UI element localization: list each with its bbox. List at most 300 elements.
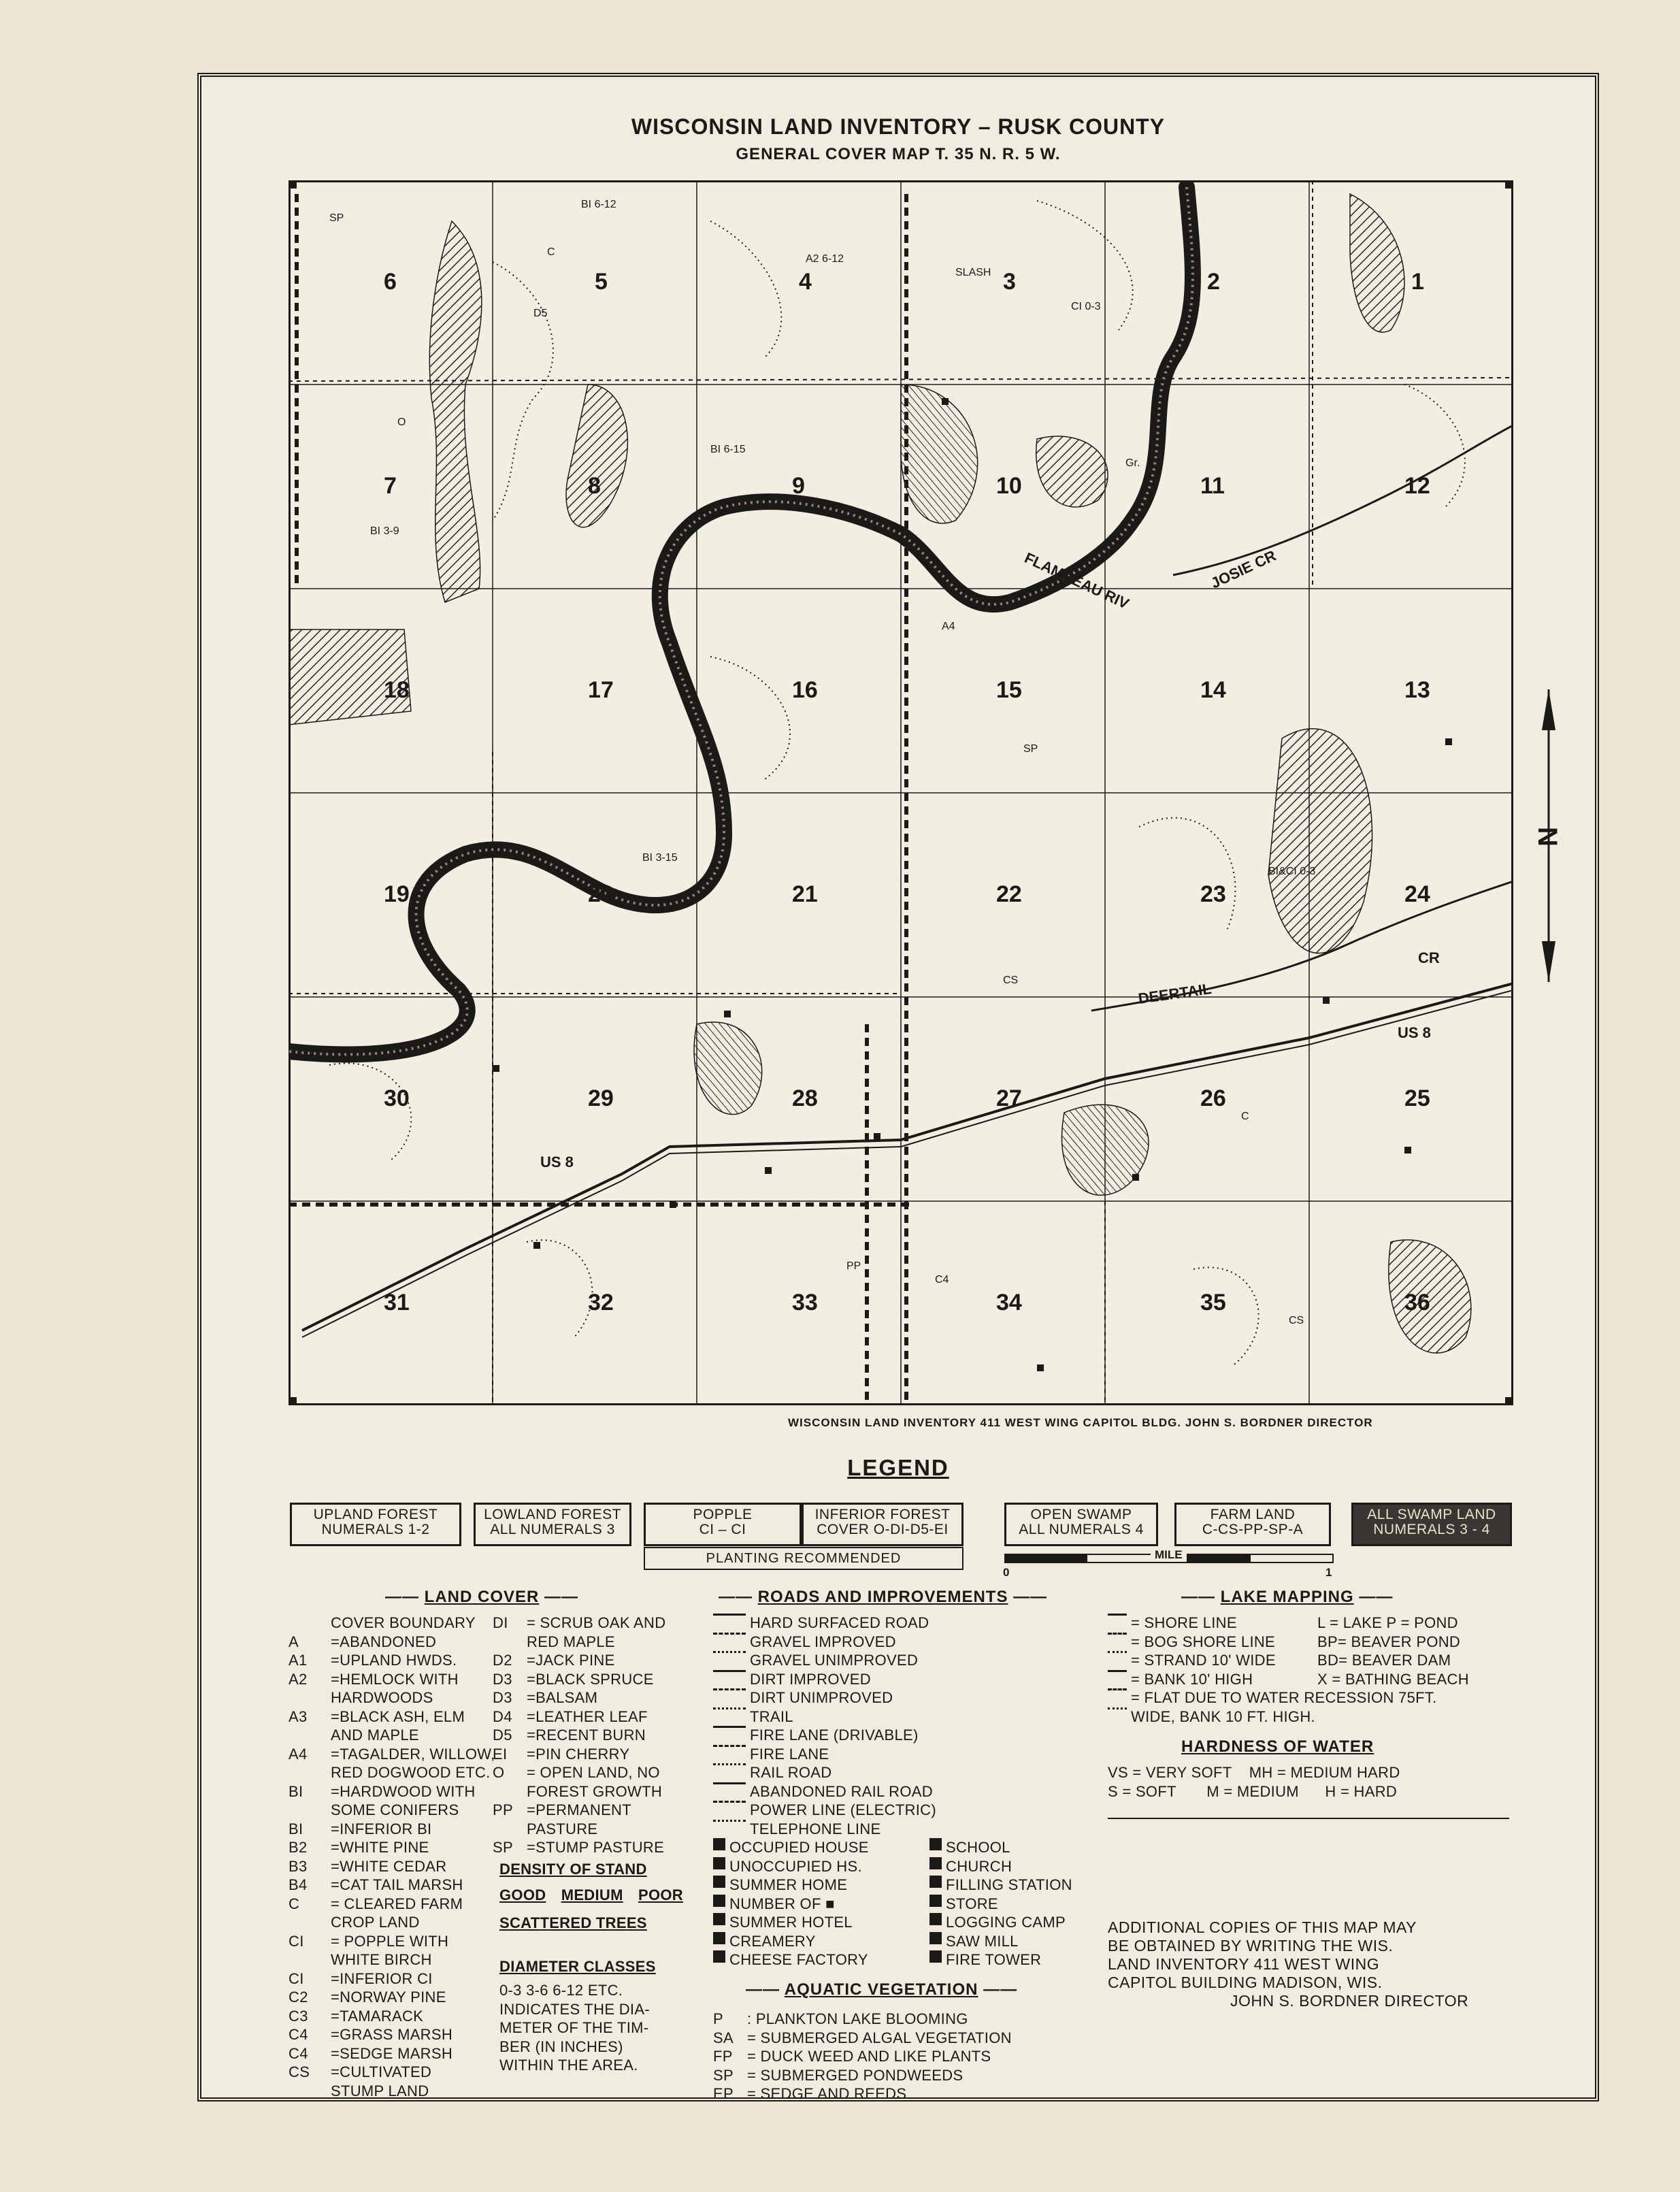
section-number: 10 xyxy=(996,473,1022,499)
creek-label: CR xyxy=(1418,949,1440,966)
legend-key: C2 xyxy=(289,1989,308,2006)
cover-label: A4 xyxy=(942,621,955,632)
legend-value: WIDE, BANK 10 FT. HIGH. xyxy=(1131,1707,1315,1725)
water-title: HARDNESS OF WATER xyxy=(1181,1737,1374,1756)
legend-symbol xyxy=(713,1651,746,1661)
legend-row xyxy=(493,1820,697,1839)
legend-key xyxy=(289,1614,331,1633)
legend-value: GRAVEL UNIMPROVED xyxy=(750,1652,919,1669)
section-number: 25 xyxy=(1404,1085,1430,1111)
legend-row xyxy=(713,2029,1094,2048)
legend-value: =PIN CHERRY xyxy=(527,1745,630,1763)
legend-row xyxy=(713,1950,931,1969)
section-number: 1 xyxy=(1411,269,1424,295)
diameter-text-3: BER (IN INCHES) xyxy=(499,2038,623,2055)
section-number: 29 xyxy=(588,1085,614,1111)
legend-value: RAIL ROAD xyxy=(750,1764,832,1781)
legend-value: HARDWOODS xyxy=(331,1689,433,1706)
legend-value: =STUMP PASTURE xyxy=(527,1839,665,1856)
legend-value: = SHORE LINE xyxy=(1131,1614,1237,1631)
legend-value: =CAT TAIL MARSH xyxy=(331,1876,463,1893)
land-cover-title: LAND COVER xyxy=(424,1588,540,1606)
legend-value: TRAIL xyxy=(750,1707,793,1725)
legend-value: =HARDWOOD WITH xyxy=(331,1782,476,1800)
legend-value: =NORWAY PINE xyxy=(331,1989,446,2006)
legend-symbol xyxy=(713,1876,725,1888)
legend-value: =WHITE CEDAR xyxy=(331,1857,447,1875)
legend-row xyxy=(713,2066,1094,2085)
legend-value: CHURCH xyxy=(946,1857,1012,1875)
legend-box-line: COVER O-DI-D5-EI xyxy=(817,1522,949,1537)
legend-row xyxy=(713,1614,1094,1633)
section-number: 8 xyxy=(588,473,601,499)
legend-row xyxy=(929,1838,1134,1857)
north-label: N xyxy=(1532,827,1562,847)
legend-value: =LEATHER LEAF xyxy=(527,1707,648,1725)
section-number: 12 xyxy=(1404,473,1430,499)
cover-label: SLASH xyxy=(955,267,991,278)
cover-label: C xyxy=(1241,1111,1249,1122)
legend-title: LEGEND xyxy=(847,1455,949,1480)
legend-box-farm xyxy=(1174,1503,1331,1546)
cover-label: C xyxy=(547,246,555,258)
legend-value: =UPLAND HWDS. xyxy=(331,1652,457,1669)
section-number: 35 xyxy=(1200,1290,1226,1315)
legend-row xyxy=(713,1745,1094,1764)
aquatic-heading: —— AQUATIC VEGETATION —— xyxy=(746,1980,1018,1999)
legend-value: CREAMERY xyxy=(729,1932,816,1950)
legend-symbol xyxy=(713,1614,746,1624)
legend-value: WHITE BIRCH xyxy=(331,1951,432,1968)
section-number: 24 xyxy=(1404,881,1430,907)
legend-value: FIRE TOWER xyxy=(946,1951,1042,1968)
legend-box-line: INFERIOR FOREST xyxy=(814,1507,951,1522)
water-divider xyxy=(1108,1818,1509,1819)
cover-label: O xyxy=(397,416,406,428)
section-number: 33 xyxy=(792,1290,818,1315)
highway-shield: US 8 xyxy=(540,1154,574,1171)
legend-box-open-swamp xyxy=(1004,1503,1158,1546)
lake-title: LAKE MAPPING xyxy=(1220,1588,1354,1606)
section-number: 28 xyxy=(792,1085,818,1111)
legend-symbol xyxy=(929,1876,942,1888)
copies-line: CAPITOL BUILDING MADISON, WIS. xyxy=(1108,1974,1383,1991)
legend-symbol xyxy=(713,1782,746,1793)
legend-key xyxy=(289,1801,331,1820)
aquatic-title: AQUATIC VEGETATION xyxy=(784,1980,978,1999)
legend-key: PP xyxy=(493,1801,513,1818)
legend-symbol xyxy=(713,1726,746,1736)
legend-row xyxy=(713,1782,1094,1801)
legend-box-line: ALL NUMERALS 4 xyxy=(1019,1522,1144,1537)
copies-line: ADDITIONAL COPIES OF THIS MAP MAY xyxy=(1108,1918,1417,1936)
cover-label: BI 6-15 xyxy=(710,444,746,455)
legend-symbol xyxy=(713,1838,725,1850)
legend-symbol xyxy=(929,1857,942,1869)
density-heading: DENSITY OF STAND xyxy=(499,1861,647,1878)
buildings-right xyxy=(929,1838,1134,1969)
water-line-2: S = SOFT M = MEDIUM H = HARD xyxy=(1108,1782,1398,1800)
legend-value: = SCRUB OAK AND xyxy=(527,1614,666,1631)
water-list xyxy=(1108,1763,1489,1801)
legend-row xyxy=(1317,1651,1521,1670)
creek-label: DEERTAIL xyxy=(1137,980,1213,1007)
legend-symbol xyxy=(713,1763,746,1773)
cover-label: SP xyxy=(329,212,344,224)
legend-value: FILLING STATION xyxy=(946,1876,1072,1893)
section-number: 5 xyxy=(595,269,608,295)
north-arrow xyxy=(1532,689,1566,982)
legend-key: EI xyxy=(493,1745,508,1763)
highway-shield: US 8 xyxy=(1398,1024,1431,1041)
legend-value: =INFERIOR BI xyxy=(331,1820,432,1837)
legend-symbol xyxy=(713,1801,746,1811)
diameter-text-4: WITHIN THE AREA. xyxy=(499,2057,638,2074)
cover-label: Gr. xyxy=(1125,457,1140,469)
legend-value: DIRT UNIMPROVED xyxy=(750,1689,893,1706)
roads-list xyxy=(713,1614,1094,1838)
lake-list-right xyxy=(1317,1614,1521,1688)
legend-value: RED DOGWOOD ETC. xyxy=(331,1764,491,1781)
legend-key: SP xyxy=(713,2066,734,2084)
legend-value: UNOCCUPIED HS. xyxy=(729,1857,862,1875)
legend-row xyxy=(713,1763,1094,1782)
section-number: 32 xyxy=(588,1290,614,1315)
diameter-text-2: METER OF THE TIM- xyxy=(499,2019,649,2036)
legend-row xyxy=(929,1876,1134,1895)
legend-symbol xyxy=(713,1670,746,1680)
legend-row xyxy=(713,2010,1094,2029)
legend-value: GRAVEL IMPROVED xyxy=(750,1633,896,1650)
cover-label: CS xyxy=(1289,1315,1304,1326)
map-credit: WISCONSIN LAND INVENTORY 411 WEST WING CAPITOL BLDG. JOHN S. BORDNER DIRECTOR xyxy=(788,1416,1373,1429)
legend-key: D3 xyxy=(493,1689,512,1706)
density-block xyxy=(499,1860,697,2075)
legend-value: = SEDGE AND REEDS xyxy=(747,2085,907,2102)
legend-symbol xyxy=(713,1745,746,1755)
legend-symbol xyxy=(713,1950,725,1963)
legend-row xyxy=(289,2082,588,2101)
legend-value: =WHITE PINE xyxy=(331,1839,429,1856)
legend-box-line: ALL SWAMP LAND xyxy=(1367,1507,1496,1522)
land-cover-heading: —— LAND COVER —— xyxy=(385,1588,579,1606)
legend-row xyxy=(713,2084,1094,2104)
legend-symbol xyxy=(1108,1670,1127,1680)
legend-key: DI xyxy=(493,1614,508,1631)
water-heading xyxy=(1181,1737,1374,1756)
legend-value: DIRT IMPROVED xyxy=(750,1670,871,1688)
legend-value: CHEESE FACTORY xyxy=(729,1951,868,1968)
legend-value: RED MAPLE xyxy=(527,1633,615,1650)
legend-key xyxy=(289,1688,331,1707)
legend-row xyxy=(493,1651,697,1670)
land-cover-list-2 xyxy=(493,1614,697,1857)
section-number: 3 xyxy=(1003,269,1016,295)
legend-value: ABANDONED RAIL ROAD xyxy=(750,1782,933,1800)
legend-row xyxy=(713,1895,931,1914)
legend-key xyxy=(289,1913,331,1932)
legend-value: =GRASS MARSH xyxy=(331,2026,453,2043)
legend-value: FIRE LANE xyxy=(750,1745,829,1763)
legend-row xyxy=(1108,1688,1489,1707)
legend-value: NUMBER OF ■ xyxy=(729,1895,835,1912)
legend-value: = OPEN LAND, NO xyxy=(527,1764,660,1781)
legend-value: X = BATHING BEACH xyxy=(1317,1670,1469,1688)
cover-label: BI 6-12 xyxy=(581,199,616,210)
scale-label: MILE xyxy=(1151,1548,1187,1562)
creek-label: JOSIE CR xyxy=(1208,546,1279,592)
legend-value: SUMMER HOME xyxy=(729,1876,848,1893)
legend-value: = POPPLE WITH xyxy=(331,1932,449,1950)
map-sheet xyxy=(197,73,1599,2101)
aquatic-list xyxy=(713,2010,1094,2104)
cover-label: BI 3-15 xyxy=(642,852,678,864)
section-number: 19 xyxy=(384,881,410,907)
legend-row xyxy=(493,1763,697,1782)
copies-note xyxy=(1108,1918,1516,2010)
legend-value: PASTURE xyxy=(527,1820,598,1837)
legend-value: TELEPHONE LINE xyxy=(750,1820,881,1837)
legend-symbol xyxy=(929,1895,942,1907)
legend-key: EP xyxy=(713,2085,734,2102)
legend-box-popple xyxy=(644,1503,802,1546)
legend-value: L = LAKE P = POND xyxy=(1317,1614,1458,1631)
legend-key: C4 xyxy=(289,2044,308,2062)
legend-value: HARD SURFACED ROAD xyxy=(750,1614,929,1631)
legend-box-lowland xyxy=(474,1503,631,1546)
legend-row xyxy=(713,1726,1094,1745)
legend-row xyxy=(929,1895,1134,1914)
planting-recommended: PLANTING RECOMMENDED xyxy=(644,1547,963,1570)
legend-value: =INFERIOR CI xyxy=(331,1969,433,1987)
copies-line: LAND INVENTORY 411 WEST WING xyxy=(1108,1955,1380,1973)
legend-symbol xyxy=(1108,1633,1127,1643)
legend-symbol xyxy=(713,1688,746,1699)
section-number: 26 xyxy=(1200,1085,1226,1111)
legend-row xyxy=(493,1614,697,1633)
legend-row xyxy=(713,1820,1094,1839)
section-number: 15 xyxy=(996,677,1022,703)
legend-value: COVER BOUNDARY xyxy=(331,1614,476,1631)
cover-label: BI 3-9 xyxy=(370,525,399,537)
legend-box-line: OPEN SWAMP xyxy=(1030,1507,1132,1522)
legend-row xyxy=(929,1950,1134,1969)
legend-value: BD= BEAVER DAM xyxy=(1317,1652,1451,1669)
legend-row xyxy=(713,1688,1094,1707)
legend-row xyxy=(493,1726,697,1745)
legend-key: SP xyxy=(493,1839,513,1856)
legend-key: CS xyxy=(289,2063,310,2080)
legend-value: =TAGALDER, WILLOW, xyxy=(331,1745,495,1763)
legend-key xyxy=(289,1950,331,1969)
legend-row xyxy=(493,1745,697,1764)
section-number: 11 xyxy=(1200,473,1225,499)
legend-row xyxy=(929,1857,1134,1876)
legend-key: A xyxy=(289,1633,299,1650)
legend-row xyxy=(713,2047,1094,2066)
buildings-left xyxy=(713,1838,931,1969)
legend-symbol xyxy=(713,1820,746,1830)
legend-key xyxy=(289,1763,331,1782)
legend-row xyxy=(713,1838,931,1857)
legend-row xyxy=(1317,1633,1521,1652)
diameter-text-0: 0-3 3-6 6-12 ETC. xyxy=(499,1982,623,1999)
map-title: WISCONSIN LAND INVENTORY – RUSK COUNTY xyxy=(631,114,1166,139)
section-number: 4 xyxy=(799,269,812,295)
legend-value: = SUBMERGED ALGAL VEGETATION xyxy=(747,2029,1012,2046)
legend-box-line: UPLAND FOREST xyxy=(313,1507,438,1522)
legend-symbol xyxy=(929,1913,942,1925)
legend-row xyxy=(713,1932,931,1951)
legend-value: =BLACK ASH, ELM xyxy=(331,1707,465,1725)
legend-symbol xyxy=(1108,1707,1127,1718)
legend-symbol xyxy=(713,1932,725,1944)
legend-value: = BOG SHORE LINE xyxy=(1131,1633,1276,1650)
legend-key: C3 xyxy=(289,2007,308,2025)
legend-symbol xyxy=(1108,1688,1127,1699)
legend-key: C4 xyxy=(289,2026,308,2043)
scattered-trees: SCATTERED TREES xyxy=(499,1914,647,1931)
legend-key: SA xyxy=(713,2029,734,2046)
legend-value: STORE xyxy=(946,1895,998,1912)
density-medium: MEDIUM xyxy=(561,1886,623,1903)
section-number: 17 xyxy=(588,677,614,703)
legend-value: STUMP LAND xyxy=(331,2082,429,2099)
legend-box-upland xyxy=(290,1503,461,1546)
density-poor: POOR xyxy=(638,1886,683,1903)
section-number: 13 xyxy=(1404,677,1430,703)
legend-value: FOREST GROWTH xyxy=(527,1782,663,1800)
scale-one: 1 xyxy=(1325,1566,1332,1579)
density-values xyxy=(499,1886,683,1905)
legend-row xyxy=(493,1782,697,1801)
legend-key: B4 xyxy=(289,1876,308,1893)
cover-label: SP xyxy=(1023,743,1038,755)
legend-row xyxy=(1317,1670,1521,1689)
river-label: FLAMBEAU RIV xyxy=(1021,549,1132,612)
legend-value: =JACK PINE xyxy=(527,1652,615,1669)
legend-key: A4 xyxy=(289,1745,308,1763)
legend-symbol xyxy=(929,1932,942,1944)
legend-value: = STRAND 10' WIDE xyxy=(1131,1652,1276,1669)
legend-row xyxy=(713,1633,1094,1652)
legend-box-line: ALL NUMERALS 3 xyxy=(490,1522,615,1537)
copies-line: JOHN S. BORDNER DIRECTOR xyxy=(1230,1992,1469,2010)
legend-key: D5 xyxy=(493,1727,512,1744)
legend-box-line: C-CS-PP-SP-A xyxy=(1202,1522,1304,1537)
legend-symbol xyxy=(713,1913,725,1925)
legend-box-line: NUMERALS 1-2 xyxy=(321,1522,430,1537)
roads-title: ROADS AND IMPROVEMENTS xyxy=(757,1588,1008,1606)
section-number: 6 xyxy=(384,269,397,295)
roads-heading: —— ROADS AND IMPROVEMENTS —— xyxy=(719,1588,1048,1606)
legend-key: O xyxy=(493,1764,505,1781)
legend-box-line: FARM LAND xyxy=(1210,1507,1296,1522)
legend-row xyxy=(713,1707,1094,1727)
section-number: 9 xyxy=(792,473,805,499)
legend-key xyxy=(289,1726,331,1745)
legend-row xyxy=(713,1857,931,1876)
cover-label: D5 xyxy=(533,308,548,319)
legend-value: LOGGING CAMP xyxy=(946,1914,1066,1931)
legend-symbol xyxy=(713,1857,725,1869)
legend-box-line: NUMERALS 3 - 4 xyxy=(1373,1522,1490,1537)
section-number: 7 xyxy=(384,473,397,499)
legend-value: SAW MILL xyxy=(946,1932,1019,1950)
legend-row xyxy=(1108,1707,1489,1727)
legend-key: FP xyxy=(713,2048,733,2065)
section-number: 30 xyxy=(384,1085,410,1111)
cover-label: CS xyxy=(1003,975,1019,986)
legend-row xyxy=(493,1633,697,1652)
legend-value: FIRE LANE (DRIVABLE) xyxy=(750,1727,919,1744)
legend-value: =BALSAM xyxy=(527,1689,598,1706)
section-number: 34 xyxy=(996,1290,1022,1315)
diameter-text-1: INDICATES THE DIA- xyxy=(499,2000,650,2018)
legend-box-inferior xyxy=(802,1503,963,1546)
legend-symbol xyxy=(1108,1614,1127,1624)
legend-value: = FLAT DUE TO WATER RECESSION 75FT. xyxy=(1131,1689,1437,1706)
township-map xyxy=(289,180,1513,1405)
legend-row xyxy=(1317,1614,1521,1633)
legend-row xyxy=(493,1801,697,1820)
legend-symbol xyxy=(713,1707,746,1718)
legend-row xyxy=(713,1801,1094,1820)
cover-label: A2 6-12 xyxy=(806,253,844,265)
legend-row xyxy=(493,1670,697,1689)
legend-key: B2 xyxy=(289,1839,308,1856)
legend-box-line: CI – CI xyxy=(699,1522,746,1537)
legend-value: = BANK 10' HIGH xyxy=(1131,1670,1253,1688)
lake-heading: —— LAKE MAPPING —— xyxy=(1181,1588,1394,1606)
legend-symbol xyxy=(713,1895,725,1907)
legend-row xyxy=(493,1707,697,1727)
section-number: 18 xyxy=(384,677,410,703)
scale-zero: 0 xyxy=(1003,1566,1010,1579)
legend-key xyxy=(493,1782,527,1801)
legend-value: OCCUPIED HOUSE xyxy=(729,1839,869,1856)
diameter-heading: DIAMETER CLASSES xyxy=(499,1957,656,1975)
legend-value: =PERMANENT xyxy=(527,1801,631,1818)
legend-row xyxy=(493,1838,697,1857)
legend-key xyxy=(289,2082,331,2101)
legend-symbol xyxy=(713,1633,746,1643)
legend-symbol xyxy=(1108,1651,1127,1661)
cover-label: C4 xyxy=(935,1274,949,1286)
section-number: 14 xyxy=(1200,677,1226,703)
legend-row xyxy=(493,1688,697,1707)
legend-key xyxy=(493,1633,527,1652)
legend-box-swamp xyxy=(1351,1503,1512,1546)
legend-box-line: LOWLAND FOREST xyxy=(484,1507,621,1522)
legend-value: : PLANKTON LAKE BLOOMING xyxy=(747,2010,968,2027)
cover-label: CI 0-3 xyxy=(1071,301,1101,312)
cover-label: BI&CI 0-3 xyxy=(1268,866,1316,877)
legend-key: B3 xyxy=(289,1857,308,1875)
legend-row xyxy=(713,1670,1094,1689)
legend-value: =RECENT BURN xyxy=(527,1727,646,1744)
legend-value: =ABANDONED xyxy=(331,1633,437,1650)
legend-key: BI xyxy=(289,1782,303,1800)
section-number: 22 xyxy=(996,881,1022,907)
density-good: GOOD xyxy=(499,1886,546,1903)
legend-value: = CLEARED FARM xyxy=(331,1895,463,1912)
map-subtitle: GENERAL COVER MAP T. 35 N. R. 5 W. xyxy=(736,145,1061,163)
legend-row xyxy=(929,1932,1134,1951)
legend-key: C xyxy=(289,1895,300,1912)
section-number: 36 xyxy=(1404,1290,1430,1315)
legend-key: CI xyxy=(289,1969,304,1987)
